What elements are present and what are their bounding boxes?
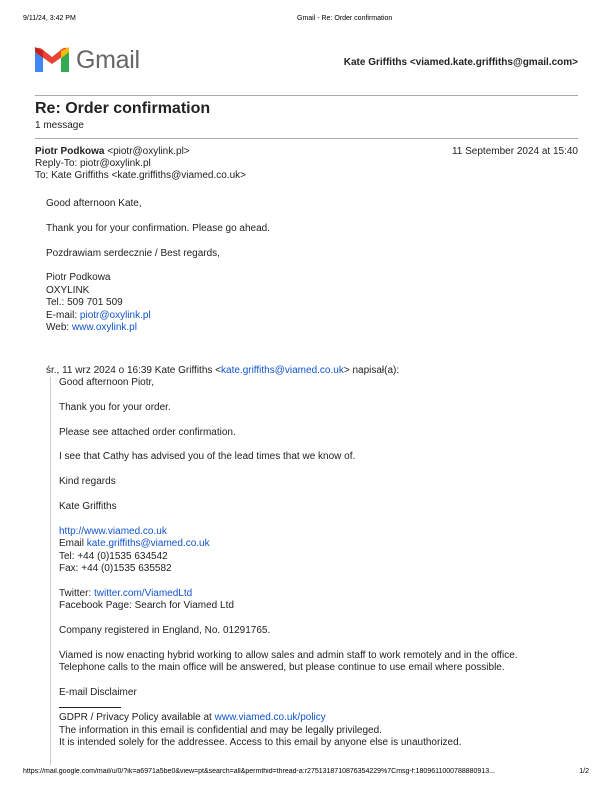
- print-page-title: Gmail - Re: Order confirmation: [297, 15, 393, 22]
- reply-to: Reply-To: piotr@oxylink.pl: [35, 158, 151, 169]
- recipient: To: Kate Griffiths <kate.griffiths@viamed.co.uk>: [35, 170, 246, 181]
- email-label: Email: [59, 538, 87, 550]
- print-url: https://mail.google.com/mail/u/0/?ik=a6971a5be0&view=pt&search=all&permthid=thread-a:r2751318710876354229%7Cmsg-f:1809611000788880913...: [23, 768, 495, 775]
- quote-attribution: [46, 365, 399, 377]
- quote-paragraph: I see that Cathy has advised you of the lead times that we know of.: [59, 451, 356, 463]
- quote-paragraph: Thank you for your order.: [59, 401, 171, 413]
- sig-company: OXYLINK: [46, 284, 90, 296]
- thread-subject: Re: Order confirmation: [35, 100, 211, 117]
- hybrid-notice: Viamed is now enacting hybrid working to allow sales and admin staff to work remotely and in the office.: [59, 649, 518, 661]
- tel: Tel: +44 (0)1535 634542: [59, 550, 168, 562]
- website-link[interactable]: http://www.viamed.co.uk: [59, 525, 167, 537]
- gmail-wordmark: Gmail: [76, 46, 140, 74]
- hybrid-notice: Telephone calls to the main office will be answered, but please continue to use email where possible.: [59, 662, 505, 674]
- quote-name: Kate Griffiths: [59, 500, 117, 512]
- confidentiality: The information in this email is confidential and may be legally privileged.: [59, 724, 382, 736]
- twitter-link[interactable]: twitter.com/ViamedLtd: [94, 587, 193, 599]
- quote-intro-suffix: > napisał(a):: [343, 365, 400, 376]
- quote-email-link[interactable]: kate.griffiths@viamed.co.uk: [221, 365, 344, 376]
- twitter-label: Twitter:: [59, 587, 95, 599]
- message-count: 1 message: [35, 120, 84, 131]
- message-header: [35, 146, 578, 182]
- quoted-message: [50, 377, 590, 765]
- company-registration: Company registered in England, No. 01291765.: [59, 625, 271, 636]
- disclaimer-heading: E-mail Disclaimer: [59, 687, 137, 698]
- separator: [59, 707, 121, 708]
- message-body: [46, 198, 586, 334]
- quote-greeting: Good afternoon Piotr,: [59, 377, 155, 388]
- confidentiality: It is intended solely for the addressee. Access to this email by anyone else is unauthorized.: [59, 737, 462, 749]
- page-number: 1/2: [579, 768, 589, 775]
- print-datetime: 9/11/24, 3:42 PM: [23, 15, 76, 22]
- sig-web-link[interactable]: www.oxylink.pl: [71, 322, 137, 334]
- sig-tel: Tel.: 509 701 509: [46, 297, 123, 309]
- message-date: 11 September 2024 at 15:40: [451, 146, 578, 157]
- gmail-m-icon: [35, 47, 69, 74]
- sig-email-label: E-mail:: [46, 309, 80, 321]
- paragraph: Thank you for your confirmation. Please go ahead.: [46, 222, 271, 234]
- greeting: Good afternoon Kate,: [46, 198, 142, 209]
- sig-email-link[interactable]: piotr@oxylink.pl: [79, 309, 151, 321]
- regards: Pozdrawiam serdecznie / Best regards,: [46, 247, 220, 259]
- sig-name: Piotr Podkowa: [46, 272, 111, 284]
- account-label: Kate Griffiths <viamed.kate.griffiths@gmail.com>: [343, 57, 578, 68]
- gdpr-label: GDPR / Privacy Policy available at: [59, 712, 215, 724]
- gdpr-link[interactable]: www.viamed.co.uk/policy: [214, 712, 326, 724]
- email-link[interactable]: kate.griffiths@viamed.co.uk: [86, 538, 210, 550]
- fax: Fax: +44 (0)1535 635582: [59, 563, 172, 574]
- quote-intro-text: śr., 11 wrz 2024 o 16:39 Kate Griffiths <: [46, 365, 222, 376]
- sig-web-label: Web:: [46, 322, 72, 334]
- divider: [35, 95, 578, 96]
- sender-name: Piotr Podkowa: [35, 146, 105, 157]
- divider: [35, 138, 578, 139]
- quote-kind-regards: Kind regards: [59, 476, 116, 488]
- sender-email: <piotr@oxylink.pl>: [107, 146, 190, 157]
- facebook: Facebook Page: Search for Viamed Ltd: [59, 600, 234, 612]
- gmail-logo[interactable]: [35, 46, 140, 75]
- quote-paragraph: Please see attached order confirmation.: [59, 426, 236, 438]
